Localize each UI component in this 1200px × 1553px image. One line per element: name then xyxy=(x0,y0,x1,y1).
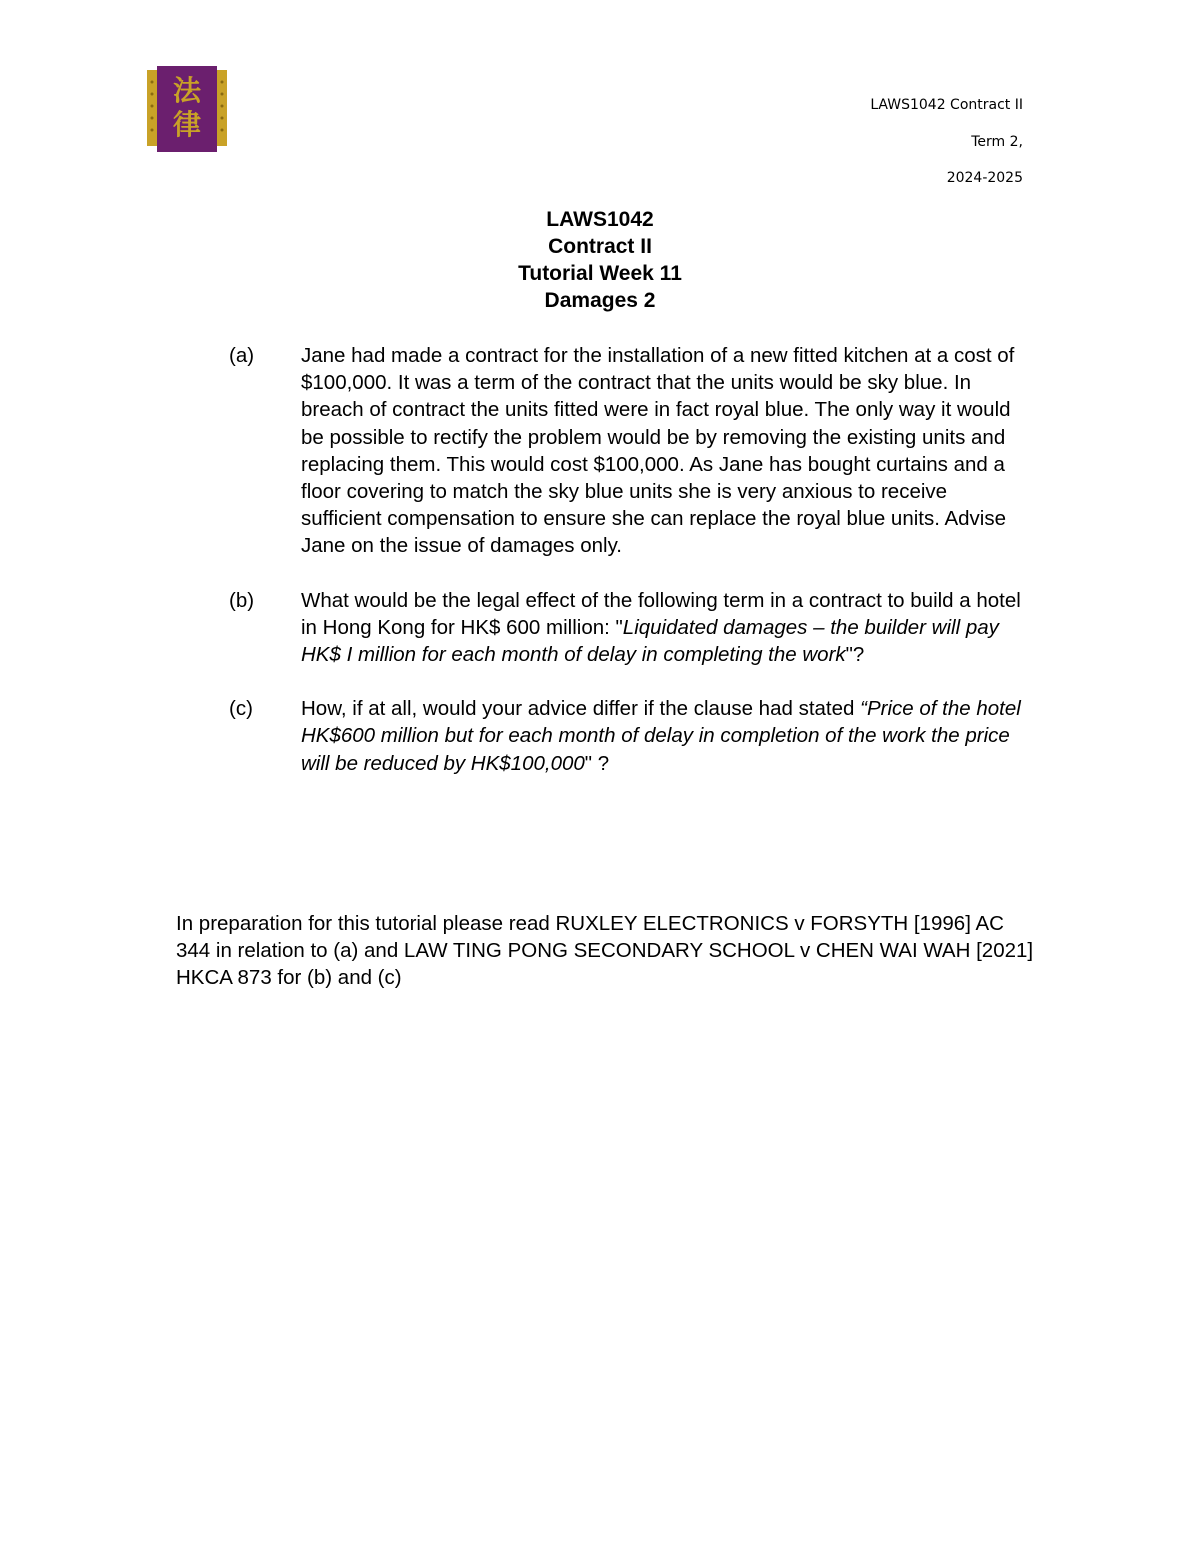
svg-text:法: 法 xyxy=(172,74,202,107)
law-faculty-logo-graphic xyxy=(147,66,227,152)
preparation-note: In preparation for this tutorial please read RUXLEY ELECTRONICS v FORSYTH [1996] AC 344 in relation to (a) and LAW TING PONG SECONDARY SCHOOL v CHEN WAI WAH [2021] HKCA 873 for (b) and (c) xyxy=(176,912,1034,990)
question-text xyxy=(301,587,1029,669)
question-text-lead: What would be the legal effect of the following term in a contract to build a hotel in Hong Kong for HK$ 600 million: " xyxy=(301,588,1021,639)
question-label: (a) xyxy=(229,344,255,367)
question-label: (c) xyxy=(229,697,253,721)
question-c xyxy=(229,695,1029,777)
year-label: 2024-2025 xyxy=(946,170,1023,186)
quoted-clause: “Price of the hotel HK$600 million but for each month of delay in completion of the work the price will be reduced by HK$100,000 xyxy=(301,697,1021,775)
course-code-label: LAWS1042 Contract II xyxy=(870,97,1023,113)
course-header xyxy=(870,96,1023,206)
svg-text:律: 律 xyxy=(172,108,202,141)
question-b xyxy=(229,587,1029,669)
law-faculty-logo xyxy=(147,66,227,152)
question-list xyxy=(229,342,1029,804)
question-text-tail: " ? xyxy=(584,751,610,775)
title-topic: Damages 2 xyxy=(544,289,656,312)
title-course-name: Contract II xyxy=(548,235,652,258)
title-course-code: LAWS1042 xyxy=(546,208,654,231)
title-tutorial-week: Tutorial Week 11 xyxy=(518,262,682,285)
question-label: (b) xyxy=(229,588,255,612)
term-label: Term 2, xyxy=(971,133,1023,150)
quoted-clause: Liquidated damages – the builder will pay HK$ I million for each month of delay in completing the work xyxy=(301,615,999,667)
question-a xyxy=(229,342,1029,560)
question-text-lead: How, if at all, would your advice differ if the clause had stated xyxy=(301,697,861,721)
question-text-tail: "? xyxy=(845,643,865,667)
question-text xyxy=(301,695,1029,777)
document-title xyxy=(0,206,1200,314)
question-text: Jane had made a contract for the installation of a new fitted kitchen at a cost of $100,000. It was a term of the contract that the units would be sky blue. In breach of contract the units fitted were in fact royal blue. The only way it would be possible to rectify the problem would be by removing the existing units and replacing them. This would cost $100,000. As Jane has bought curtains and a floor covering to match the sky blue units she is very anxious to receive sufficient compensation to ensure she can replace the royal blue units. Advise Jane on the issue of damages only. xyxy=(301,344,1015,558)
